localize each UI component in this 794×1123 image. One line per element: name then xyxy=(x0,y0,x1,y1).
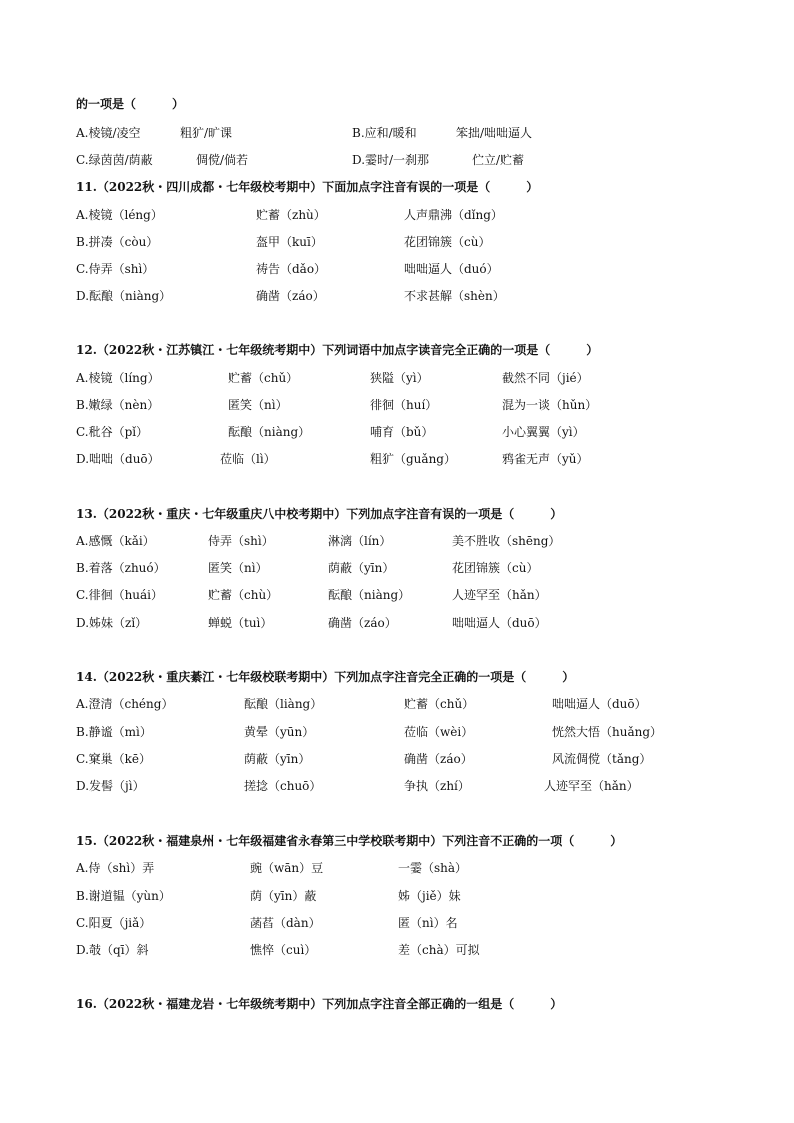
question-15-stem: 15.（2022秋・福建泉州・七年级福建省永春第三中学校联考期中）下列注音不正确的一项（ ） xyxy=(76,834,623,848)
q13-b-4: 花团锦簇（cù） xyxy=(452,561,539,575)
q11-c-2: 祷告（dǎo） xyxy=(256,262,327,276)
option-d-word2: 伫立/贮蓄 xyxy=(472,153,525,167)
q12-a-3: 狭隘（yì） xyxy=(370,371,429,385)
q13-d-1: D.姊妹（zǐ） xyxy=(76,616,148,630)
q14-b-2: 黄晕（yūn） xyxy=(244,725,315,739)
option-c: C.绿茵茵/荫蔽 xyxy=(76,153,153,167)
q15-c-3: 匿（nì）名 xyxy=(398,916,458,930)
q13-c-2: 贮蓄（chù） xyxy=(208,588,279,602)
q13-c-4: 人迹罕至（hǎn） xyxy=(452,588,547,602)
option-a: A.棱镜/凌空 xyxy=(76,126,141,140)
q15-a-3: 一霎（shà） xyxy=(398,861,468,875)
q11-c-1: C.侍弄（shì） xyxy=(76,262,155,276)
q11-c-3: 咄咄逼人（duó） xyxy=(404,262,499,276)
q15-d-1: D.攲（qī）斜 xyxy=(76,943,149,957)
q15-a-2: 豌（wān）豆 xyxy=(250,861,324,875)
q15-a-1: A.侍（shì）弄 xyxy=(76,861,155,875)
q12-c-2: 酝酿（niàng） xyxy=(228,425,311,439)
q13-c-3: 酝酿（niàng） xyxy=(328,588,411,602)
q11-d-2: 确凿（záo） xyxy=(256,289,325,303)
q14-a-3: 贮蓄（chǔ） xyxy=(404,697,475,711)
q15-b-2: 荫（yīn）蔽 xyxy=(250,889,317,903)
q11-b-2: 盔甲（kuī） xyxy=(256,235,323,249)
q11-d-3: 不求甚解（shèn） xyxy=(404,289,505,303)
q14-c-2: 荫蔽（yīn） xyxy=(244,752,311,766)
option-a-word2: 粗犷/旷课 xyxy=(180,126,233,140)
q12-a-1: A.棱镜（líng） xyxy=(76,371,160,385)
q14-d-3: 争执（zhí） xyxy=(404,779,470,793)
q14-d-2: 搓捻（chuō） xyxy=(244,779,322,793)
q12-d-3: 粗犷（guǎng） xyxy=(370,452,456,466)
q14-a-4: 咄咄逼人（duō） xyxy=(552,697,647,711)
q14-a-2: 酝酿（liàng） xyxy=(244,697,323,711)
q12-b-3: 徘徊（huí） xyxy=(370,398,438,412)
q13-b-3: 荫蔽（yīn） xyxy=(328,561,395,575)
question-14-stem: 14.（2022秋・重庆綦江・七年级校联考期中）下列加点字注音完全正确的一项是（ ） xyxy=(76,670,575,684)
question-stem-tail: 的一项是（ ） xyxy=(76,97,185,111)
q12-b-4: 混为一谈（hǔn） xyxy=(502,398,598,412)
question-11-stem: 11.（2022秋・四川成都・七年级校考期中）下面加点字注音有误的一项是（ ） xyxy=(76,180,539,194)
option-d: D.霎时/一刹那 xyxy=(352,153,430,167)
q13-d-3: 确凿（záo） xyxy=(328,616,397,630)
q13-a-1: A.感慨（kǎi） xyxy=(76,534,155,548)
option-b: B.应和/暖和 xyxy=(352,126,417,140)
q13-c-1: C.徘徊（huái） xyxy=(76,588,164,602)
question-16-stem: 16.（2022秋・福建龙岩・七年级统考期中）下列加点字注音全部正确的一组是（ ） xyxy=(76,997,563,1011)
q12-c-1: C.秕谷（pǐ） xyxy=(76,425,149,439)
q12-b-1: B.嫩绿（nèn） xyxy=(76,398,160,412)
q12-c-3: 哺育（bǔ） xyxy=(370,425,434,439)
question-13-stem: 13.（2022秋・重庆・七年级重庆八中校考期中）下列加点字注音有误的一项是（ ） xyxy=(76,507,563,521)
q13-b-1: B.着落（zhuó） xyxy=(76,561,166,575)
q14-c-4: 风流倜傥（tǎng） xyxy=(552,752,652,766)
q15-b-3: 姊（jiě）妹 xyxy=(398,889,461,903)
q12-d-1: D.咄咄（duō） xyxy=(76,452,160,466)
q12-c-4: 小心翼翼（yì） xyxy=(502,425,585,439)
option-b-word2: 笨拙/咄咄逼人 xyxy=(456,126,533,140)
q15-b-1: B.谢道韫（yùn） xyxy=(76,889,171,903)
q13-b-2: 匿笑（nì） xyxy=(208,561,268,575)
q14-b-1: B.静谧（mì） xyxy=(76,725,152,739)
q15-c-1: C.阳夏（jiǎ） xyxy=(76,916,152,930)
q11-a-3: 人声鼎沸（dǐng） xyxy=(404,208,503,222)
q12-d-4: 鸦雀无声（yǔ） xyxy=(502,452,589,466)
option-c-word2: 倜傥/倘若 xyxy=(196,153,249,167)
q13-a-3: 淋漓（lín） xyxy=(328,534,392,548)
q15-d-2: 憔悴（cuì） xyxy=(250,943,317,957)
q11-b-1: B.拼凑（còu） xyxy=(76,235,159,249)
question-12-stem: 12.（2022秋・江苏镇江・七年级统考期中）下列词语中加点字读音完全正确的一项是（ ） xyxy=(76,343,599,357)
q14-d-1: D.发髻（jì） xyxy=(76,779,145,793)
q12-d-2: 莅临（lì） xyxy=(220,452,276,466)
q13-a-4: 美不胜收（shēng） xyxy=(452,534,561,548)
q13-d-4: 咄咄逼人（duō） xyxy=(452,616,547,630)
q12-a-4: 截然不同（jié） xyxy=(502,371,589,385)
q11-a-1: A.棱镜（léng） xyxy=(76,208,163,222)
q15-c-2: 菡萏（dàn） xyxy=(250,916,321,930)
q15-d-3: 差（chà）可拟 xyxy=(398,943,480,957)
q11-a-2: 贮蓄（zhù） xyxy=(256,208,326,222)
q12-b-2: 匿笑（nì） xyxy=(228,398,288,412)
q13-a-2: 侍弄（shì） xyxy=(208,534,274,548)
q14-b-3: 莅临（wèi） xyxy=(404,725,474,739)
q14-c-3: 确凿（záo） xyxy=(404,752,473,766)
q14-d-4: 人迹罕至（hǎn） xyxy=(544,779,639,793)
q14-a-1: A.澄清（chéng） xyxy=(76,697,174,711)
q13-d-2: 蝉蜕（tuì） xyxy=(208,616,273,630)
q14-c-1: C.窠巢（kē） xyxy=(76,752,151,766)
q14-b-4: 恍然大悟（huǎng） xyxy=(552,725,663,739)
q11-b-3: 花团锦簇（cù） xyxy=(404,235,491,249)
q12-a-2: 贮蓄（chǔ） xyxy=(228,371,299,385)
q11-d-1: D.酝酿（niàng） xyxy=(76,289,172,303)
